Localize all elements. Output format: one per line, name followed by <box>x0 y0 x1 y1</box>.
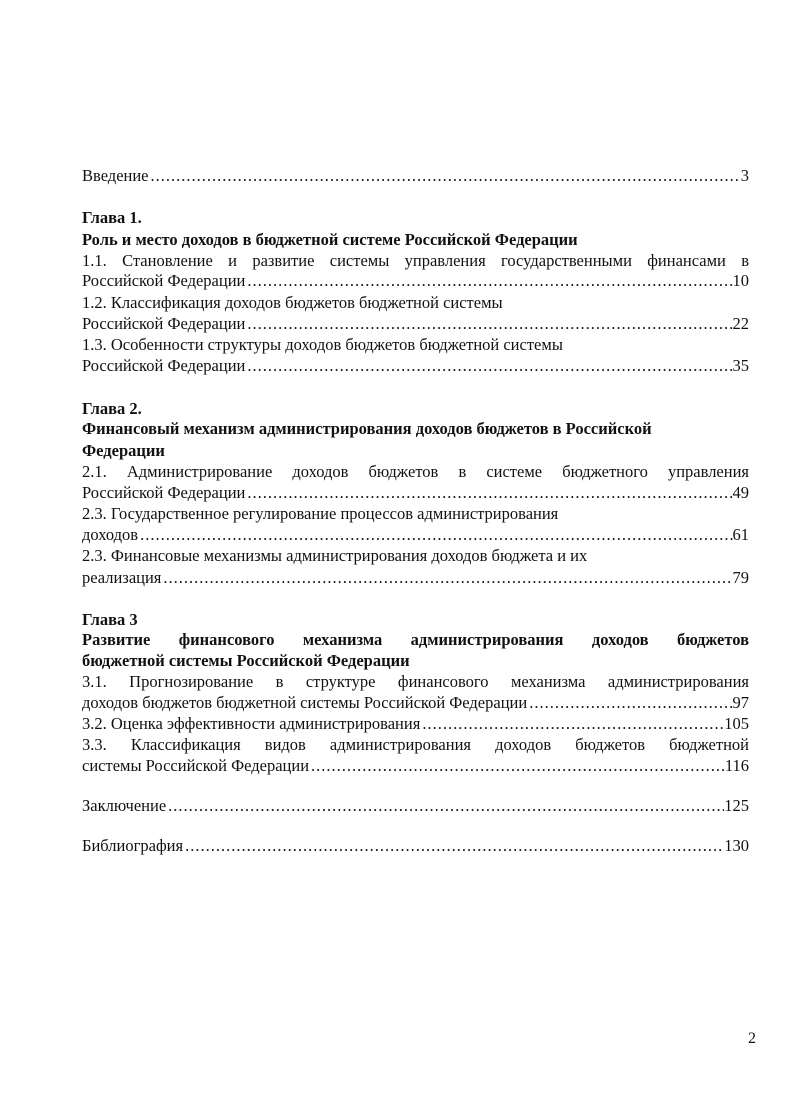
toc-entry-bibliography <box>82 835 749 857</box>
toc-entry-1-3 <box>82 355 749 377</box>
toc-entry-2-2-line1: 2.3. Государственное регулирование процессов администрирования <box>82 504 559 523</box>
toc-page-number: 49 <box>732 483 749 502</box>
leader-dots <box>166 795 724 817</box>
chapter-3-heading: Глава 3 <box>82 610 138 629</box>
toc-page-number: 125 <box>724 796 749 815</box>
leader-dots <box>527 692 732 714</box>
leader-dots <box>309 755 725 777</box>
toc-entry-label: Введение <box>82 166 149 185</box>
leader-dots <box>138 524 732 546</box>
toc-entry-label: системы Российской Федерации <box>82 756 310 775</box>
toc-entry-3-1 <box>82 692 749 714</box>
leader-dots <box>245 313 732 335</box>
toc-entry-label: реализация <box>82 568 162 587</box>
toc-entry-label: Заключение <box>82 796 167 815</box>
leader-dots <box>183 835 724 857</box>
leader-dots <box>245 482 732 504</box>
toc-entry-label: Российской Федерации <box>82 356 246 375</box>
toc-entry-label: Российской Федерации <box>82 314 246 333</box>
toc-entry-2-1 <box>82 482 749 504</box>
toc-entry-3-3 <box>82 755 749 777</box>
toc-entry-label: доходов бюджетов бюджетной системы Российской Федерации <box>82 693 528 712</box>
toc-entry-2-1-line1: 2.1. Администрирование доходов бюджетов в системе бюджетного управления <box>82 462 749 481</box>
toc-page-number: 10 <box>732 271 749 290</box>
toc-entry-3-1-line1: 3.1. Прогнозирование в структуре финансового механизма администрирования <box>82 672 749 691</box>
toc-entry-conclusion <box>82 795 749 817</box>
chapter-2-title-line1: Финансовый механизм администрирования доходов бюджетов в Российской <box>82 419 652 438</box>
toc-page-number: 79 <box>732 568 749 587</box>
toc-entry-3-2 <box>82 713 749 735</box>
leader-dots <box>245 270 732 292</box>
leader-dots <box>420 713 724 735</box>
toc-page-number: 3 <box>740 166 749 185</box>
toc-page-number: 35 <box>732 356 749 375</box>
toc-entry-intro <box>82 165 749 187</box>
chapter-3-title-line2: бюджетной системы Российской Федерации <box>82 651 410 670</box>
toc-entry-2-3 <box>82 567 749 589</box>
toc-entry-2-3-line1: 2.3. Финансовые механизмы администрирования доходов бюджета и их <box>82 546 588 565</box>
toc-page-number: 61 <box>732 525 749 544</box>
toc-entry-label: доходов <box>82 525 139 544</box>
toc-entry-3-3-line1: 3.3. Классификация видов администрирования доходов бюджетов бюджетной <box>82 735 749 754</box>
toc-page-number: 130 <box>724 836 749 855</box>
chapter-1-title: Роль и место доходов в бюджетной системе Российской Федерации <box>82 230 578 249</box>
toc-page-number: 97 <box>732 693 749 712</box>
leader-dots <box>161 567 732 589</box>
leader-dots <box>245 355 732 377</box>
toc-entry-1-2 <box>82 313 749 335</box>
toc-entry-label: 3.2. Оценка эффективности администрирования <box>82 714 421 733</box>
toc-entry-label: Библиография <box>82 836 184 855</box>
toc-entry-2-2 <box>82 524 749 546</box>
chapter-2-heading: Глава 2. <box>82 399 142 418</box>
toc-entry-1-3-line1: 1.3. Особенности структуры доходов бюджетов бюджетной системы <box>82 335 563 354</box>
toc-page-number: 116 <box>724 756 749 775</box>
toc-entry-1-2-line1: 1.2. Классификация доходов бюджетов бюджетной системы <box>82 293 503 312</box>
toc-entry-label: Российской Федерации <box>82 271 246 290</box>
chapter-2-title-line2: Федерации <box>82 441 165 460</box>
page-number: 2 <box>748 1030 756 1047</box>
chapter-1-heading: Глава 1. <box>82 208 142 227</box>
toc-entry-1-1-line1: 1.1. Становление и развитие системы управления государственными финансами в <box>82 251 749 270</box>
toc-page-number: 22 <box>732 314 749 333</box>
toc-entry-label: Российской Федерации <box>82 483 246 502</box>
leader-dots <box>149 165 741 187</box>
chapter-3-title-line1: Развитие финансового механизма администрирования доходов бюджетов <box>82 630 749 649</box>
toc-entry-1-1 <box>82 270 749 292</box>
toc-page-number: 105 <box>724 714 749 733</box>
